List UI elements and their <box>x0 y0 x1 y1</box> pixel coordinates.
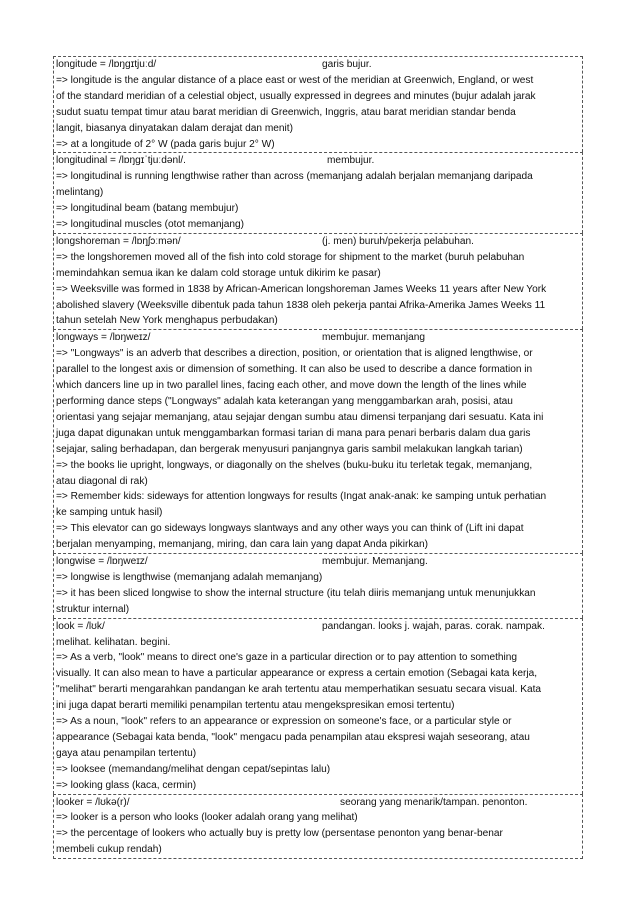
example-line: => This elevator can go sideways longways slantways and any other ways you can think of (Lift ini dapat <box>56 523 524 535</box>
gloss: pandangan. looks j. wajah, paras. corak. nampak. <box>322 620 545 632</box>
headword: look = /lʊk/ <box>56 620 105 632</box>
definition-line: "melihat" berarti mengarahkan pandangan ke arah tertentu atau memperhatikan sesuatu secara visual. Kata <box>56 684 542 696</box>
entry-longitudinal <box>53 152 583 233</box>
headword: longwise = /lɒŋweɪz/ <box>56 556 148 568</box>
entry-longwise <box>53 553 583 618</box>
example-line: => the books lie upright, longways, or diagonally on the shelves (buku-buku itu terletak tegak, memanjang, <box>56 459 533 471</box>
definition-line: appearance (Sebagai kata benda, "look" mengacu pada penampilan atau ekspresi wajah seseorang, atau <box>56 731 530 743</box>
gloss: seorang yang menarik/tampan. penonton. <box>340 796 528 808</box>
definition-line: which dancers line up in two parallel lines, facing each other, and move down the length of the lines while <box>56 380 527 392</box>
example-line: => longitudinal beam (batang membujur) <box>56 203 239 215</box>
headword: longshoreman = /lɒŋʃɔːmən/ <box>56 235 181 247</box>
definition-line: of the standard meridian of a celestial object, usually expressed in degrees and minutes (bujur adalah jarak <box>56 90 536 102</box>
example-line: abolished slavery (Weeksville dibentuk pada tahun 1838 oleh pekerja pantai Afrika-Amerika James Weeks 11 <box>56 299 546 311</box>
definition-line: visually. It can also mean to have a particular appearance or express a certain emotion (Sebagai kata kerja, <box>56 668 538 680</box>
example-line: struktur internal) <box>56 603 130 615</box>
definition-line: parallel to the longest axis or dimension of something. It can also be used to describe a dance formation in <box>56 364 533 376</box>
entry-looker <box>53 794 583 860</box>
definition-line: sudut suatu tempat timur atau barat meridian di Greenwich, Inggris, atau barat meridian standar benda <box>56 106 516 118</box>
gloss: membujur. Memanjang. <box>322 556 428 568</box>
definition-line: => longitudinal is running lengthwise rather than across (memanjang adalah berjalan memanjang daripada <box>56 171 533 183</box>
headword: longitude = /lɒŋgɪtjuːd/ <box>56 59 157 70</box>
definition-line: melintang) <box>56 187 104 199</box>
definition-line: juga dapat digunakan untuk menggambarkan formasi tarian di mana para penari berbaris dalam dua garis <box>56 427 531 439</box>
example-line: ke samping untuk hasil) <box>56 507 163 519</box>
example-line: => looking glass (kaca, cermin) <box>56 779 197 791</box>
example-line: => it has been sliced longwise to show the internal structure (itu telah diiris memanjang untuk menunjukkan <box>56 587 536 599</box>
definition-line: gaya atau penampilan tertentu) <box>56 747 197 759</box>
definition-line: => "Longways" is an adverb that describes a direction, position, or orientation that is aligned lengthwise, or <box>56 348 533 360</box>
definition-line: ini juga dapat berarti memiliki penampilan tertentu atau mengekspresikan emosi tertentu) <box>56 700 455 712</box>
example-line: tahun setelah New York menghapus perbudakan) <box>56 315 278 327</box>
example-line: => longitudinal muscles (otot memanjang) <box>56 219 244 231</box>
dictionary-sheet <box>53 56 583 859</box>
gloss-continuation: melihat. kelihatan. begini. <box>56 636 171 648</box>
definition-line: => looker is a person who looks (looker adalah orang yang melihat) <box>56 812 358 824</box>
entry-longshoreman <box>53 233 583 329</box>
entry-look <box>53 618 583 794</box>
headword: longitudinal = /lɒŋgɪˈtjuːdənl/. <box>56 155 186 167</box>
example-line: => at a longitude of 2° W (pada garis bujur 2° W) <box>56 138 275 150</box>
example-line: => Remember kids: sideways for attention longways for results (Ingat anak-anak: ke samping untuk perhatian <box>56 491 547 503</box>
example-line: => the longshoremen moved all of the fish into cold storage for shipment to the market (buruh pelabuhan <box>56 251 525 263</box>
example-line: => the percentage of lookers who actually buy is pretty low (persentase penonton yang benar-benar <box>56 828 503 840</box>
definition-line: orientasi yang sejajar memanjang, atau sejajar dengan sumbu atau dimensi terpanjang dari sesuatu. Kata ini <box>56 411 544 423</box>
definition-line: => As a noun, "look" refers to an appearance or expression on someone's face, or a particular style or <box>56 716 512 728</box>
example-line: atau diagonal di rak) <box>56 475 148 487</box>
definition-line: performing dance steps ("Longways" adalah kata keterangan yang menggambarkan arah, posisi, atau <box>56 395 513 407</box>
gloss: (j. men) buruh/pekerja pelabuhan. <box>322 235 474 247</box>
definition-line: => longitude is the angular distance of a place east or west of the meridian at Greenwich, England, or west <box>56 74 534 86</box>
definition-line: sejajar, saling berhadapan, dan bergerak menyusuri panjangnya garis sambil melakukan langkah tarian) <box>56 443 523 455</box>
entry-longways <box>53 329 583 553</box>
example-line: berjalan menyamping, memanjang, miring, dan cara lain yang dapat Anda pikirkan) <box>56 539 429 551</box>
gloss: membujur. memanjang <box>322 332 425 344</box>
definition-line: => longwise is lengthwise (memanjang adalah memanjang) <box>56 571 323 583</box>
definition-line: langit, biasanya dinyatakan dalam derajat dan menit) <box>56 122 293 134</box>
example-line: => looksee (memandang/melihat dengan cepat/sepintas lalu) <box>56 763 331 775</box>
entry-longitude <box>53 56 583 152</box>
gloss: membujur. <box>327 155 375 167</box>
example-line: memindahkan semua ikan ke dalam cold storage untuk dikirim ke pasar) <box>56 267 381 279</box>
headword: longways = /lɒŋweɪz/ <box>56 332 151 344</box>
example-line: => Weeksville was formed in 1838 by African-American longshoreman James Weeks 11 years after New York <box>56 283 547 295</box>
example-line: membeli cukup rendah) <box>56 844 162 856</box>
gloss: garis bujur. <box>322 59 372 70</box>
definition-line: => As a verb, "look" means to direct one's gaze in a particular direction or to pay attention to something <box>56 652 518 664</box>
headword: looker = /lʊkə(r)/ <box>56 796 130 808</box>
